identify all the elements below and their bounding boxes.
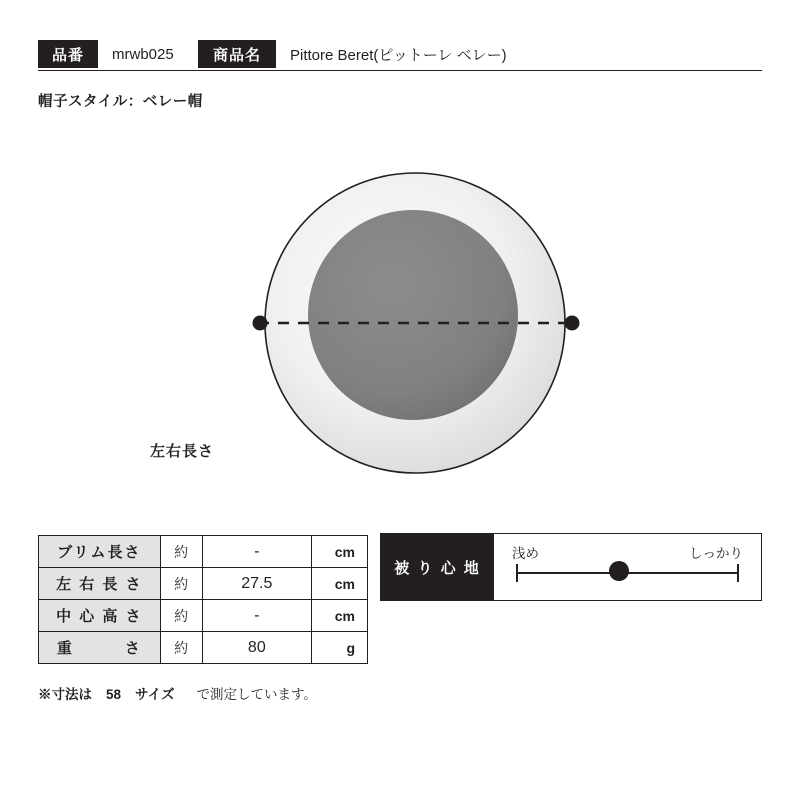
row-approx: 約 [160,536,202,568]
fit-feel-scale [494,534,761,600]
row-unit: cm [312,568,368,600]
header-divider [38,70,762,71]
row-unit: cm [312,536,368,568]
row-label: 左 右 長 さ [39,568,161,600]
row-approx: 約 [160,568,202,600]
product-code-value: mrwb025 [112,45,174,63]
fit-scale-tick-left [516,564,518,582]
measurement-note [38,683,317,703]
hat-diagram-svg [0,130,800,510]
measurement-table [38,535,368,664]
fit-feel-block [380,533,762,601]
row-value: - [202,600,312,632]
fit-scale-left-label: 浅め [512,546,539,561]
note-size: 58 [106,687,122,702]
beret-crown [308,210,518,420]
product-name-label: 商品名 [198,40,276,68]
table-row [39,600,368,632]
row-value: - [202,536,312,568]
fit-scale-tick-right [737,564,739,582]
measure-endpoint-left [253,316,268,331]
row-label: ブリム長さ [39,536,161,568]
row-label: 重 さ [39,632,161,664]
row-unit: g [312,632,368,664]
row-unit: cm [312,600,368,632]
note-middle: サイズ [135,687,175,702]
header-row [38,40,762,68]
table-row [39,632,368,664]
table-row [39,568,368,600]
measure-endpoint-right [565,316,580,331]
fit-scale-right-label: しっかり [689,546,743,561]
row-approx: 約 [160,632,202,664]
row-value: 27.5 [202,568,312,600]
table-row [39,536,368,568]
row-value: 80 [202,632,312,664]
note-prefix: ※寸法は [38,687,92,702]
row-label: 中 心 高 さ [39,600,161,632]
product-code-label: 品番 [38,40,98,68]
width-measure-label: 左右長さ [150,443,215,460]
hat-diagram [0,130,800,510]
fit-scale-marker [609,561,629,581]
note-suffix: で測定しています。 [196,687,317,702]
row-approx: 約 [160,600,202,632]
hat-style-text: 帽子スタイル：ベレー帽 [38,94,203,110]
fit-feel-label: 被 り 心 地 [381,534,494,600]
product-name-value: Pittore Beret(ピットーレ ベレー) [290,46,507,64]
